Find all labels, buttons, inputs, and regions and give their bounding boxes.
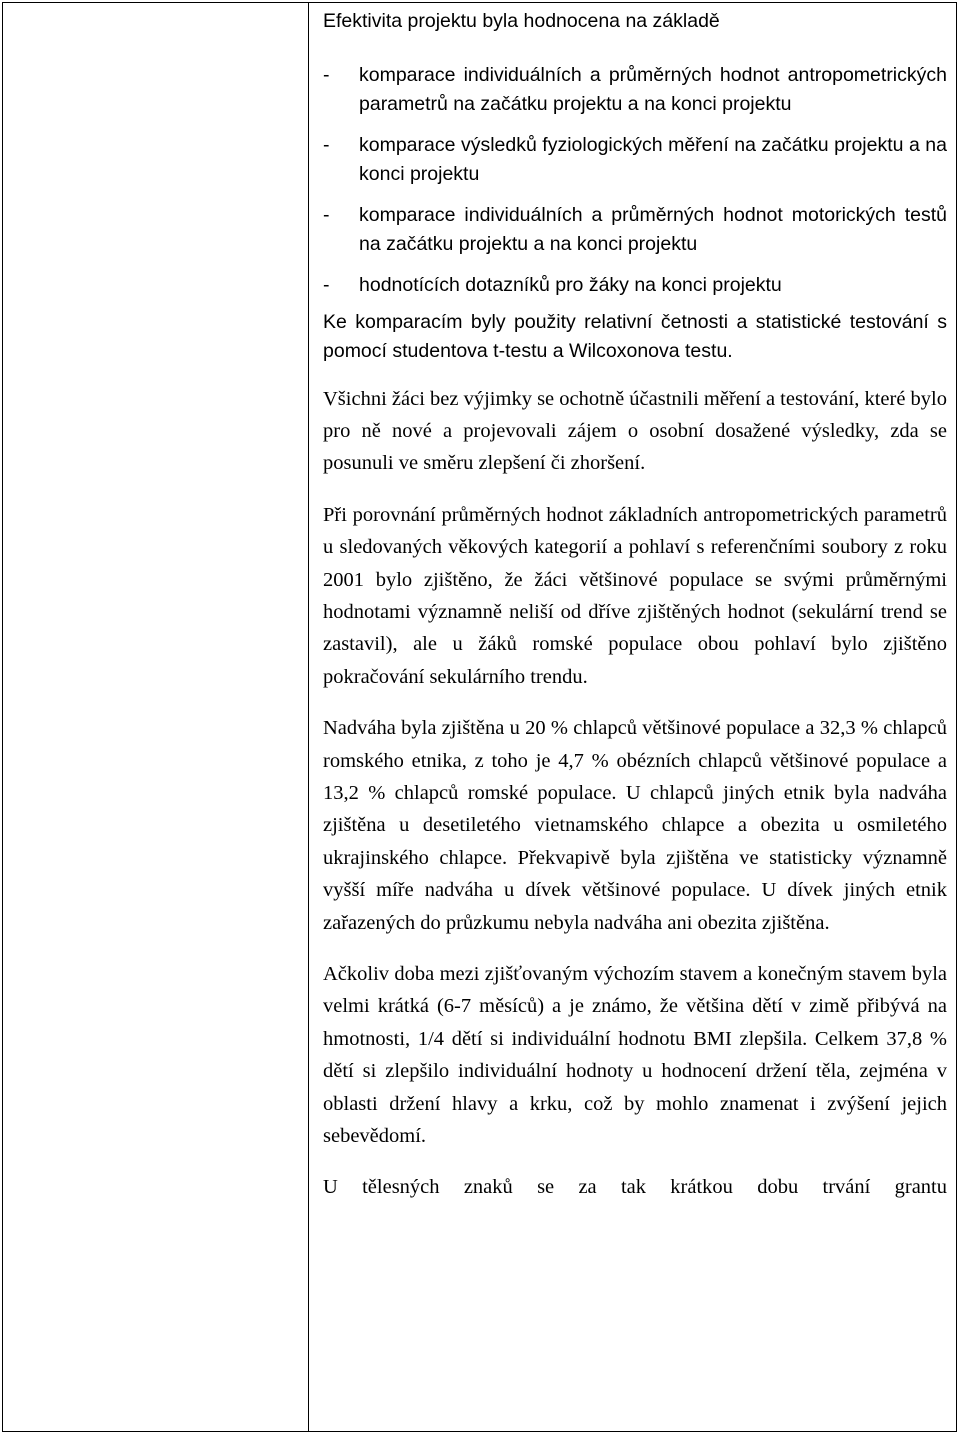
paragraph-bmi: Ačkoliv doba mezi zjišťovaným výchozím stavem a konečným stavem byla velmi krátká (6-7 měsíců) a je známo, že většina dětí v zimě přibývá na hmotnosti, 1/4 dětí si individuální hodnotu BMI zlepšila. Celkem 37,8 % dětí si zlepšilo individuální hodnoty u hodnocení držení těla, zejména v oblasti držení hlavy a krku, což by mohlo znamenat i zvýšení jejich sebevědomí. bbox=[323, 963, 947, 1148]
intro-line: Efektivita projektu byla hodnocena na základě bbox=[323, 10, 720, 32]
paragraph-methods: Ke komparacím byly použity relativní četnosti a statistické testování s pomocí studentova t-testu a Wilcoxonova testu. bbox=[323, 310, 947, 362]
paragraph-overweight: Nadváha byla zjištěna u 20 % chlapců většinové populace a 32,3 % chlapců romského etnika, z toho je 4,7 % obézních chlapců většinové populace a 13,2 % chlapců romské populace. U chlapců jiných etnik byla nadváha zjištěna u desetiletého vietnamského chlapce a obezita u osmiletého ukrajinského chlapce. Překvapivě byla zjištěna ve statisticky významně vyšší míře nadváha u dívek většinové populace. U dívek jiných etnik zařazených do průzkumu nebyla nadváha ani obezita zjištěna. bbox=[323, 717, 947, 934]
left-empty-column bbox=[3, 3, 309, 1431]
list-item: - komparace individuálních a průměrných hodnot motorických testů na začátku projektu a na konci projektu bbox=[323, 201, 947, 258]
list-item: - komparace individuálních a průměrných hodnot antropometrických parametrů na začátku projektu a na konci projektu bbox=[323, 61, 947, 118]
list-item: - hodnotících dotazníků pro žáky na konci projektu bbox=[323, 271, 947, 300]
paragraph-participation: Všichni žáci bez výjimky se ochotně účastnili měření a testování, které bylo pro ně nové a projevovali zájem o osobní dosažené výsledky, zda se posunuli ve směru zlepšení či zhoršení. bbox=[323, 387, 947, 475]
evaluation-list bbox=[323, 61, 947, 300]
paragraph-body-traits: U tělesných znaků se za tak krátkou dobu trvání grantu bbox=[323, 1176, 947, 1199]
document-table bbox=[2, 2, 957, 1432]
paragraph-anthropometry: Při porovnání průměrných hodnot základních antropometrických parametrů u sledovaných věkových kategorií a pohlaví s referenčními soubory z roku 2001 bylo zjištěno, že žáci většinové populace se svými průměrnými hodnotami významně neliší od dříve zjištěných hodnot (sekulární trend se zastavil), ale u žáků romské populace obou pohlaví bylo zjištěno pokračování sekulárního trendu. bbox=[323, 503, 947, 688]
list-item: - komparace výsledků fyziologických měření na začátku projektu a na konci projektu bbox=[323, 131, 947, 188]
right-text-column bbox=[323, 7, 947, 1204]
